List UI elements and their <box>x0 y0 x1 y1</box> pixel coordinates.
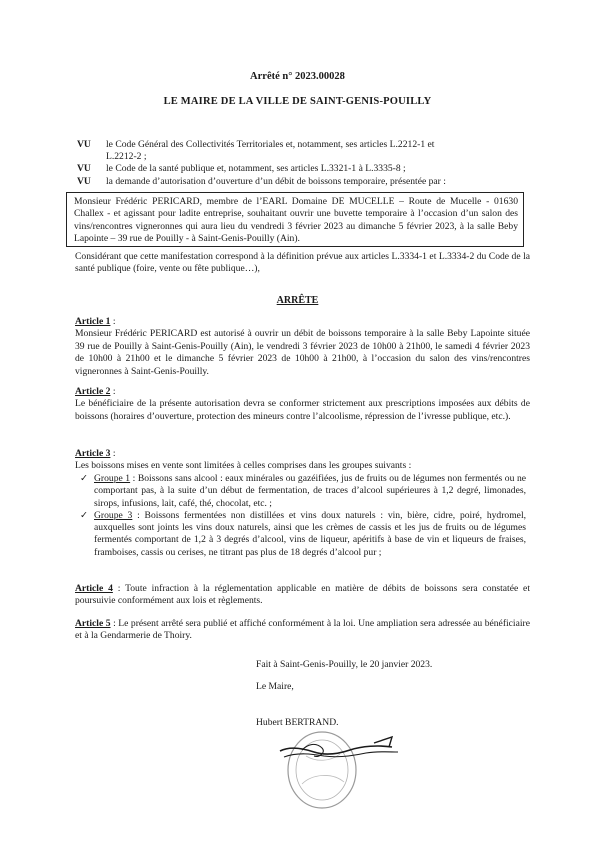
visa-item <box>77 163 497 175</box>
article-text: Le bénéficiaire de la présente autorisation devra se conformer strictement aux prescriptions imposées aux débits de boissons (horaires d’ouverture, protection des mineurs contre l’alcoolisme, répression de l’ivresse publique, etc.). <box>75 398 530 422</box>
authority-title: LE MAIRE DE LA VILLE DE SAINT-GENIS-POUILLY <box>163 96 432 107</box>
visa-text-line: le Code Général des Collectivités Territoriales et, notamment, ses articles L.2212-1 et <box>106 139 435 150</box>
group-text: : Boissons sans alcool : eaux minérales ou gazéifiées, jus de fruits ou de légumes non fermentés ou ne comportant pas, à la suite d’un début de fermentation, de traces d’alcool supérieures à 1,2 degré, limonades, sirops, infusions, lait, café, thé, chocolat, etc. ; <box>94 473 526 509</box>
article-title: Article 4 <box>75 583 113 594</box>
checkmark-icon: ✓ <box>80 509 89 521</box>
arrete-heading: ARRÊTE <box>276 295 319 306</box>
signature-with-stamp <box>262 728 412 814</box>
group-text: : Boissons fermentées non distillées et vins doux naturels : vin, bière, cidre, poiré, hydromel, auxquelles sont joints les vins doux naturels, ainsi que les crèmes de cassis et les jus de fruits ou de légumes fermentés comportant de 1,2 à 3 degrés d’alcool, vins de liqueur, apéritifs à base de vin et liqueurs de fraises, framboises, cassis ou cerises, ne titrant pas plus de 18 degrés d’alcool pur ; <box>94 509 527 558</box>
article-text: Le présent arrêté sera publié et affiché conformément à la loi. Une ampliation sera adressée au bénéficiaire et à la Gendarmerie de Thoiry. <box>75 618 530 642</box>
article-title: Article 3 <box>75 448 111 459</box>
article-4 <box>75 583 530 608</box>
visa-text-line: le Code de la santé publique et, notamment, ses articles L.3321-1 à L.3335-8 ; <box>106 163 406 174</box>
visa-text-line: la demande d’autorisation d’ouverture d’un débit de boissons temporaire, présentée par : <box>106 176 446 187</box>
group-name: Groupe 1 <box>94 473 131 484</box>
article-intro: Les boissons mises en vente sont limitées à celles comprises dans les groupes suivants : <box>75 460 412 472</box>
request-box: Monsieur Frédéric PERICARD, membre de l’EARL Domaine DE MUCELLE – Route de Mucelle - 01630 Challex - et agissant pour ladite entreprise, souhaitant ouvrir une buvette temporaire à l’occasion d’un salon des vins/rencontres vigneronnes qui aura lieu du vendredi 3 février 2023 au dimanche 5 février 2023, à la salle Beby Lapointe – 39 rue de Pouilly - à Saint-Genis-Pouilly (Ain). <box>66 192 524 247</box>
visa-label: VU <box>77 139 91 150</box>
visa-item <box>77 139 497 163</box>
groups-list <box>80 473 526 559</box>
article-text: Monsieur Frédéric PERICARD est autorisé à ouvrir un débit de boissons temporaire à la salle Beby Lapointe située 39 rue de Pouilly à Saint-Genis-Pouilly (Ain), le vendredi 3 février 2023 de 10h00 à 21h00, le samedi 4 février 2023 de 10h00 à 21h00 et le dimanche 5 février 2023 de 10h00 à 21h00, à l’occasion du salon des vins/rencontres vigneronnes à Saint-Genis-Pouilly. <box>75 328 530 377</box>
group-name: Groupe 3 <box>94 509 133 521</box>
article-title: Article 1 <box>75 316 111 327</box>
list-item <box>80 473 526 510</box>
article-title-suffix: : <box>110 386 116 397</box>
article-title-suffix: : <box>110 448 116 459</box>
article-title-suffix: : <box>110 316 116 327</box>
article-title: Article 5 <box>75 618 111 629</box>
considerant-text: Considérant que cette manifestation correspond à la définition prévue aux articles L.3334-1 et L.3334-2 du Code de la santé publique (foire, vente ou fête publique…), <box>75 251 530 275</box>
place-date: Fait à Saint-Genis-Pouilly, le 20 janvier 2023. <box>256 659 433 670</box>
article-title-suffix: : <box>110 618 119 629</box>
article-text: Toute infraction à la réglementation applicable en matière de débits de boissons sera constatée et poursuivie conformément aux lois et règlements. <box>75 583 530 607</box>
article-1 <box>75 316 530 378</box>
article-title-suffix: : <box>112 583 126 594</box>
arrete-number: Arrêté n° 2023.00028 <box>250 71 345 82</box>
signatory-role: Le Maire, <box>256 681 294 692</box>
stamp-seal-icon <box>262 728 412 814</box>
article-3 <box>75 448 530 473</box>
checkmark-icon: ✓ <box>80 473 89 484</box>
article-title: Article 2 <box>75 386 111 397</box>
visa-label: VU <box>77 163 91 174</box>
visa-item <box>77 176 497 188</box>
visa-label: VU <box>77 176 91 187</box>
article-2 <box>75 386 530 423</box>
visa-text-line: L.2212-2 ; <box>106 151 147 162</box>
article-5 <box>75 618 530 643</box>
list-item <box>80 510 526 559</box>
signatory-name: Hubert BERTRAND. <box>256 717 339 728</box>
